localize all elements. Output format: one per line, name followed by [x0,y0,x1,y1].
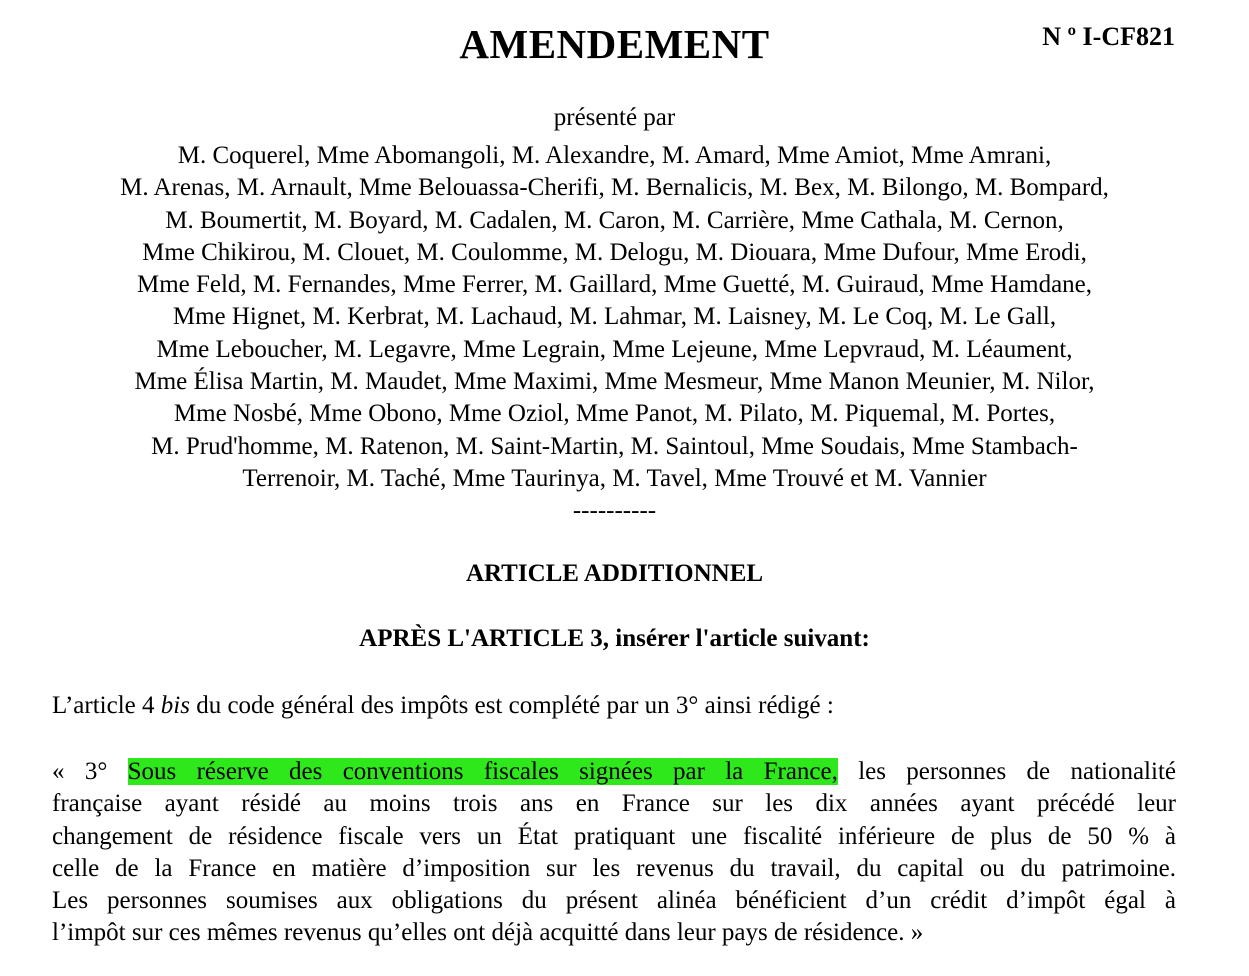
authors-line: Mme Hignet, M. Kerbrat, M. Lachaud, M. Lahmar, M. Laisney, M. Le Coq, M. Le Gall, [172,303,1057,331]
authors-line: Mme Nosbé, Mme Obono, Mme Oziol, Mme Panot, M. Pilato, M. Piquemal, M. Portes, [173,400,1056,428]
intro-paragraph [52,692,834,720]
authors-line: Mme Chikirou, M. Clouet, M. Coulomme, M. Delogu, M. Diouara, Mme Dufour, Mme Erodi, [142,238,1087,266]
body-line: française ayant résidé au moins trois ans en France sur les dix années ayant précédé leur [52,790,1176,818]
amendment-number: N º I-CF821 [1042,22,1175,51]
presented-by-label: présenté par [553,104,676,131]
authors-line: Mme Leboucher, M. Legavre, Mme Legrain, Mme Lejeune, Mme Lepvraud, M. Léaument, [156,335,1073,363]
authors-list [40,140,1189,495]
body-line1-rest: les personnes de nationalité [837,758,1176,785]
authors-line: M. Arenas, M. Arnault, Mme Belouassa-Cherifi, M. Bernalicis, M. Bex, M. Bilongo, M. Bompard, [120,174,1109,202]
amendment-body [52,756,1176,950]
body-line: celle de la France en matière d’imposition sur les revenus du travail, du capital ou du patrimoine. [52,854,1176,882]
body-line: Les personnes soumises aux obligations du présent alinéa bénéficient d’un crédit d’impôt égal à [52,887,1176,915]
authors-line: M. Boumertit, M. Boyard, M. Cadalen, M. Caron, M. Carrière, Mme Cathala, M. Cernon, [165,206,1064,234]
authors-line: Mme Élisa Martin, M. Maudet, Mme Maximi, Mme Mesmeur, Mme Manon Meunier, M. Nilor, [134,368,1095,396]
document-title: AMENDEMENT [459,21,770,67]
intro-italic-bis: bis [160,692,190,719]
intro-text-after: du code général des impôts est complété par un 3° ainsi rédigé : [189,692,834,719]
authors-line: Terrenoir, M. Taché, Mme Taurinya, M. Tavel, Mme Trouvé et M. Vannier [242,464,987,492]
insertion-instruction: APRÈS L'ARTICLE 3, insérer l'article suivant: [359,625,870,652]
body-line: changement de résidence fiscale vers un État pratiquant une fiscalité inférieure de plus de 50 % à [52,822,1176,850]
separator-dashes: ---------- [572,497,657,524]
authors-line: M. Coquerel, Mme Abomangoli, M. Alexandre, M. Amard, Mme Amiot, Mme Amrani, [177,142,1052,169]
authors-line: M. Prud'homme, M. Ratenon, M. Saint-Martin, M. Saintoul, Mme Soudais, Mme Stambach- [151,432,1078,460]
body-prefix: « 3° [52,758,128,785]
body-line: l’impôt sur ces mêmes revenus qu’elles ont déjà acquitté dans leur pays de résidence. » [52,919,924,947]
highlighted-text: Sous réserve des conventions fiscales signées par la France, [127,758,838,785]
authors-line: Mme Feld, M. Fernandes, Mme Ferrer, M. Gaillard, Mme Guetté, M. Guiraud, Mme Hamdane, [136,271,1093,299]
article-heading: ARTICLE ADDITIONNEL [465,560,764,587]
intro-text-before: L’article 4 [52,692,161,719]
body-line [52,756,1176,788]
